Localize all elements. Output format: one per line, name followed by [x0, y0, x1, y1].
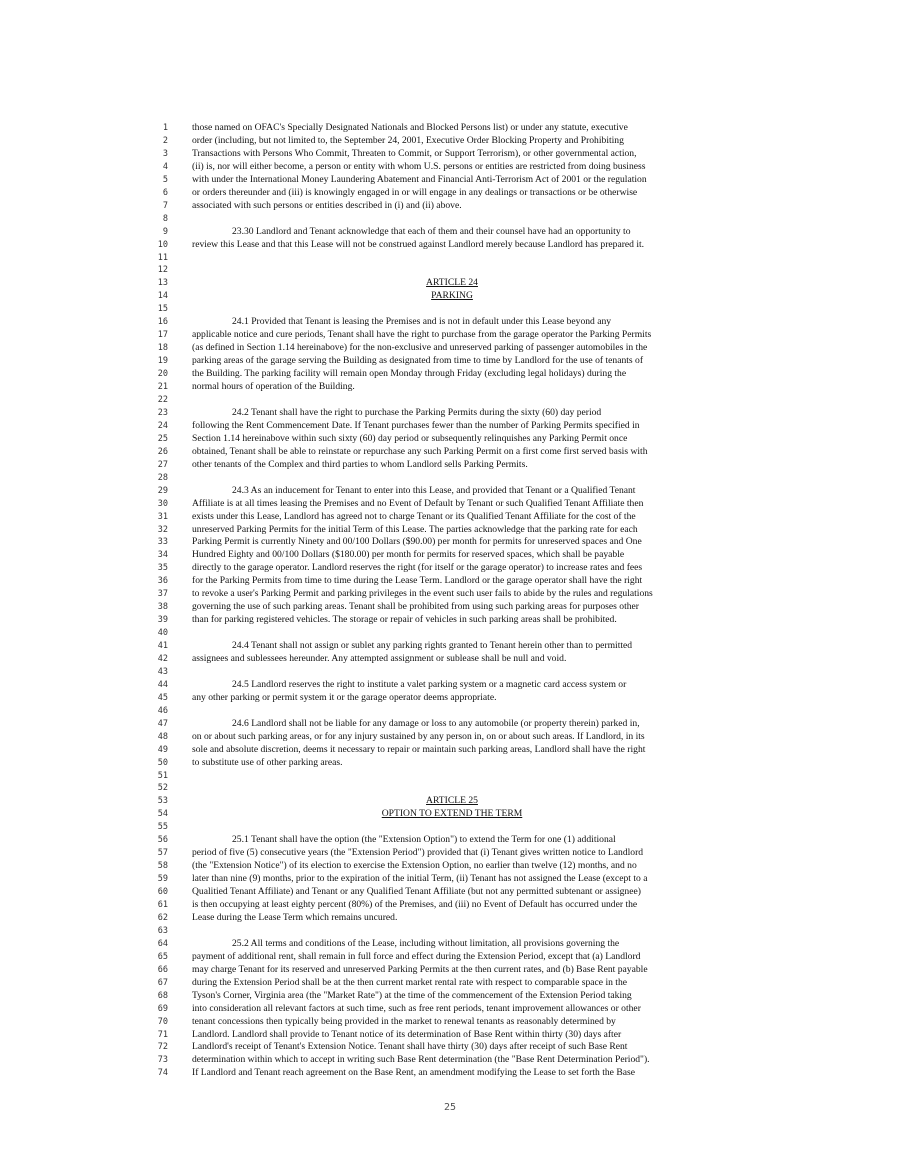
line-number: 18	[157, 343, 168, 354]
line-text: or orders thereunder and (iii) is knowingly engaged in or will engage in any dealings or transactions or be otherwise	[192, 186, 638, 198]
line-number: 49	[157, 744, 168, 755]
line-text: Landlord's receipt of Tenant's Extension Notice. Tenant shall have thirty (30) days after receipt of such Base Rent	[192, 1041, 628, 1053]
line-number: 16	[157, 317, 168, 328]
line-number: 50	[157, 757, 168, 768]
line-text: (as defined in Section 1.14 hereinabove) for the non-exclusive and unreserved parking of passenger automobiles in the	[192, 342, 648, 354]
line-text: the Building. The parking facility will remain open Monday through Friday (excluding legal holidays) during the	[192, 368, 627, 379]
line-number: 14	[157, 291, 168, 302]
line-text: during the Extension Period shall be at the then current market rental rate with respect to comparable space in the	[192, 976, 628, 988]
page-number: 25	[443, 1102, 457, 1113]
line-number: 2	[162, 135, 168, 146]
line-text: later than nine (9) months, prior to the expiration of the initial Term, (ii) Tenant has not assigned the Lease (except to a	[192, 873, 648, 885]
line-text: Section 1.14 hereinabove within such sixty (60) day period or subsequently relinquishes any Parking Permit once	[192, 432, 628, 444]
line-text: order (including, but not limited to, the September 24, 2001, Executive Order Blocking Property and Prohibiting	[192, 134, 624, 146]
line-number: 15	[157, 304, 168, 315]
line-number: 62	[157, 912, 168, 923]
line-number: 70	[157, 1016, 168, 1027]
line-text: parking areas of the garage serving the Building as designated from time to time by Landlord for the use of tenants of	[192, 355, 644, 367]
line-text: payment of additional rent, shall remain in full force and effect during the Extension Period, except that (a) Landlord	[192, 950, 641, 962]
line-number: 58	[157, 861, 168, 872]
line-text: with under the International Money Laundering Abatement and Financial Anti-Terrorism Act of 2001 or the regulation	[192, 173, 647, 185]
line-text: is then occupying at least eighty percent (80%) of the Premises, and (iii) no Event of Default has occurred under the	[192, 899, 638, 910]
line-number: 23	[157, 407, 168, 418]
line-number: 54	[157, 809, 168, 820]
line-text: (the "Extension Notice") of its election to exercise the Extension Option, no earlier than twelve (12) months, and no	[192, 860, 637, 872]
line-text: 24.6 Landlord shall not be liable for any damage or loss to any automobile (or property therein) parked in,	[232, 717, 640, 729]
line-number: 34	[157, 550, 168, 561]
line-text: If Landlord and Tenant reach agreement on the Base Rent, an amendment modifying the Lease to set forth the Base	[192, 1067, 635, 1079]
line-text: 24.5 Landlord reserves the right to institute a valet parking system or a magnetic card access system or	[232, 678, 627, 690]
line-number: 25	[157, 433, 168, 444]
line-text: Transactions with Persons Who Commit, Threaten to Commit, or Support Terrorism), or other governmental action,	[192, 147, 637, 159]
line-text: 25.1 Tenant shall have the option (the "Extension Option") to extend the Term for one (1) additional	[232, 834, 616, 846]
line-text: exists under this Lease, Landlord has agreed not to charge Tenant or its Qualified Tenant Affiliate for the cost of the	[192, 510, 636, 522]
line-text: assignees and sublessees hereunder. Any attempted assignment or sublease shall be null and void.	[192, 652, 567, 664]
article-heading: PARKING	[431, 290, 473, 302]
line-text: period of five (5) consecutive years (the "Extension Period") provided that (i) Tenant gives written notice to Landlord	[192, 847, 644, 859]
line-text: review this Lease and that this Lease will not be construed against Landlord merely because Landlord has prepared it.	[192, 238, 645, 250]
line-number: 52	[157, 783, 168, 794]
line-number: 30	[157, 498, 168, 509]
line-number: 26	[157, 446, 168, 457]
line-text: 23.30 Landlord and Tenant acknowledge that each of them and their counsel have had an opportunity to	[232, 225, 631, 237]
line-number: 27	[157, 459, 168, 470]
line-text: normal hours of operation of the Building.	[192, 381, 355, 392]
line-text: Qualitied Tenant Affiliate) and Tenant or any Qualified Tenant Affiliate (but not any permitted subtenant or assignee)	[192, 886, 641, 897]
line-text: those named on OFAC's Specially Designated Nationals and Blocked Persons list) or under any statute, executive	[192, 122, 628, 133]
line-number: 33	[157, 537, 168, 548]
line-number: 3	[162, 148, 168, 159]
line-text: unreserved Parking Permits for the initial Term of this Lease. The parties acknowledge that the parking rate for each	[192, 523, 638, 535]
line-number: 13	[157, 278, 168, 289]
line-text: (ii) is, nor will either become, a person or entity with whom U.S. persons or entities are restricted from doing business	[192, 160, 646, 172]
line-text: directly to the garage operator. Landlord reserves the right (for itself or the garage operator) to increase rates and fees	[192, 562, 643, 574]
line-number: 53	[157, 796, 168, 807]
line-text: than for parking registered vehicles. The storage or repair of vehicles in such parking areas shall be prohibited.	[192, 614, 617, 626]
line-number: 44	[157, 679, 168, 690]
line-number: 39	[157, 615, 168, 626]
line-number: 43	[157, 666, 168, 677]
line-number: 63	[157, 925, 168, 936]
line-text: Hundred Eighty and 00/100 Dollars ($180.00) per month for permits for reserved spaces, which shall be payable	[192, 549, 625, 561]
line-number: 64	[157, 938, 168, 949]
line-text: applicable notice and cure periods, Tenant shall have the right to purchase from the garage operator the Parking Permits	[192, 329, 652, 341]
article-heading: ARTICLE 24	[426, 277, 478, 289]
line-number: 1	[162, 123, 168, 133]
line-text: Landlord. Landlord shall provide to Tenant notice of its determination of Base Rent within thirty (30) days after	[192, 1028, 622, 1040]
line-number: 69	[157, 1003, 168, 1014]
line-number: 48	[157, 731, 168, 742]
line-number: 17	[157, 330, 168, 341]
line-number: 59	[157, 874, 168, 885]
line-text: Lease during the Lease Term which remains uncured.	[192, 911, 398, 923]
line-text: on or about such parking areas, or for any injury sustained by any person in, on or about such areas. If Landlord, in its	[192, 730, 645, 742]
line-number: 73	[157, 1055, 168, 1066]
line-number: 61	[157, 900, 168, 910]
line-number: 47	[157, 718, 168, 729]
line-number: 74	[157, 1068, 168, 1079]
article-heading: ARTICLE 25	[426, 795, 478, 807]
line-text: 24.1 Provided that Tenant is leasing the Premises and is not in default under this Lease beyond any	[232, 316, 612, 328]
line-text: associated with such persons or entities described in (i) and (ii) above.	[192, 199, 462, 211]
line-number: 4	[162, 161, 168, 172]
line-number: 57	[157, 848, 168, 859]
line-number: 41	[157, 641, 168, 651]
line-text: to substitute use of other parking areas.	[192, 756, 343, 768]
line-text: Tyson's Corner, Virginia area (the "Market Rate") at the time of the commencement of the Extension Period taking	[192, 989, 632, 1001]
line-number: 21	[157, 382, 168, 392]
line-number: 37	[157, 589, 168, 600]
line-text: obtained, Tenant shall be able to reinstate or repurchase any such Parking Permit on a first come first served basis with	[192, 445, 648, 457]
line-text: determination within which to accept in writing such Base Rent determination (the "Base Rent Determination Period").	[192, 1054, 650, 1066]
line-number: 56	[157, 835, 168, 846]
line-number: 38	[157, 602, 168, 613]
line-number: 19	[157, 356, 168, 367]
line-number: 6	[162, 187, 168, 198]
line-text: may charge Tenant for its reserved and unreserved Parking Permits at the then current rates, and (b) Base Rent payable	[192, 963, 648, 975]
line-text: into consideration all relevant factors at such time, such as free rent periods, tenant improvement allowances or other	[192, 1002, 641, 1014]
line-number: 55	[157, 822, 168, 833]
line-number: 40	[157, 628, 168, 638]
line-number: 72	[157, 1042, 168, 1053]
line-number: 12	[157, 265, 168, 276]
line-number: 35	[157, 563, 168, 574]
line-text: following the Rent Commencement Date. If Tenant purchases fewer than the number of Parking Permits specified in	[192, 419, 640, 431]
line-number: 31	[157, 511, 168, 522]
line-number: 5	[162, 174, 168, 185]
line-number: 29	[157, 485, 168, 496]
line-number: 46	[157, 705, 168, 716]
line-number: 68	[157, 990, 168, 1001]
line-number: 10	[157, 239, 168, 250]
article-heading: OPTION TO EXTEND THE TERM	[381, 808, 523, 820]
line-text: 25.2 All terms and conditions of the Lease, including without limitation, all provisions governing the	[232, 937, 620, 949]
line-text: 24.4 Tenant shall not assign or sublet any parking rights granted to Tenant herein other than to permitted	[232, 640, 633, 651]
line-number: 45	[157, 692, 168, 703]
line-number: 67	[157, 977, 168, 988]
line-text: 24.2 Tenant shall have the right to purchase the Parking Permits during the sixty (60) day period	[232, 406, 602, 418]
line-text: Parking Permit is currently Ninety and 00/100 Dollars ($90.00) per month for permits for unreserved spaces and One	[192, 536, 642, 548]
line-number: 32	[157, 524, 168, 535]
line-number: 51	[157, 770, 168, 781]
line-number: 66	[157, 964, 168, 975]
line-text: to revoke a user's Parking Permit and parking privileges in the event such user fails to abide by the rules and regulations	[192, 588, 653, 600]
line-text: any other parking or permit system it or the garage operator deems appropriate.	[192, 691, 497, 703]
line-number: 60	[157, 887, 168, 897]
line-text: governing the use of such parking areas. Tenant shall be prohibited from using such parking areas for purposes other	[192, 601, 640, 613]
line-number: 9	[162, 226, 168, 237]
line-number: 22	[157, 394, 168, 405]
line-text: for the Parking Permits from time to time during the Lease Term. Landlord or the garage operator shall have the right	[192, 575, 643, 587]
line-text: 24.3 As an inducement for Tenant to enter into this Lease, and provided that Tenant or a Qualified Tenant	[232, 484, 636, 496]
line-text: other tenants of the Complex and third parties to whom Landlord sells Parking Permits.	[192, 458, 528, 470]
line-number: 65	[157, 951, 168, 962]
line-text: tenant concessions then typically being provided in the market to renewal tenants as reasonably determined by	[192, 1015, 616, 1027]
line-number: 20	[157, 369, 168, 379]
line-number: 28	[157, 472, 168, 483]
line-number: 36	[157, 576, 168, 587]
line-text: Affiliate is at all times leasing the Premises and no Event of Default by Tenant or such Qualified Tenant Affiliate then	[192, 497, 644, 509]
line-number: 71	[157, 1029, 168, 1040]
line-number: 24	[157, 420, 168, 431]
line-number: 8	[162, 213, 168, 224]
line-text: sole and absolute discretion, deems it necessary to repair or maintain such parking areas, Landlord shall have the right	[192, 743, 646, 755]
line-number: 7	[162, 200, 168, 211]
line-number: 11	[157, 252, 168, 263]
line-number: 42	[157, 653, 168, 664]
